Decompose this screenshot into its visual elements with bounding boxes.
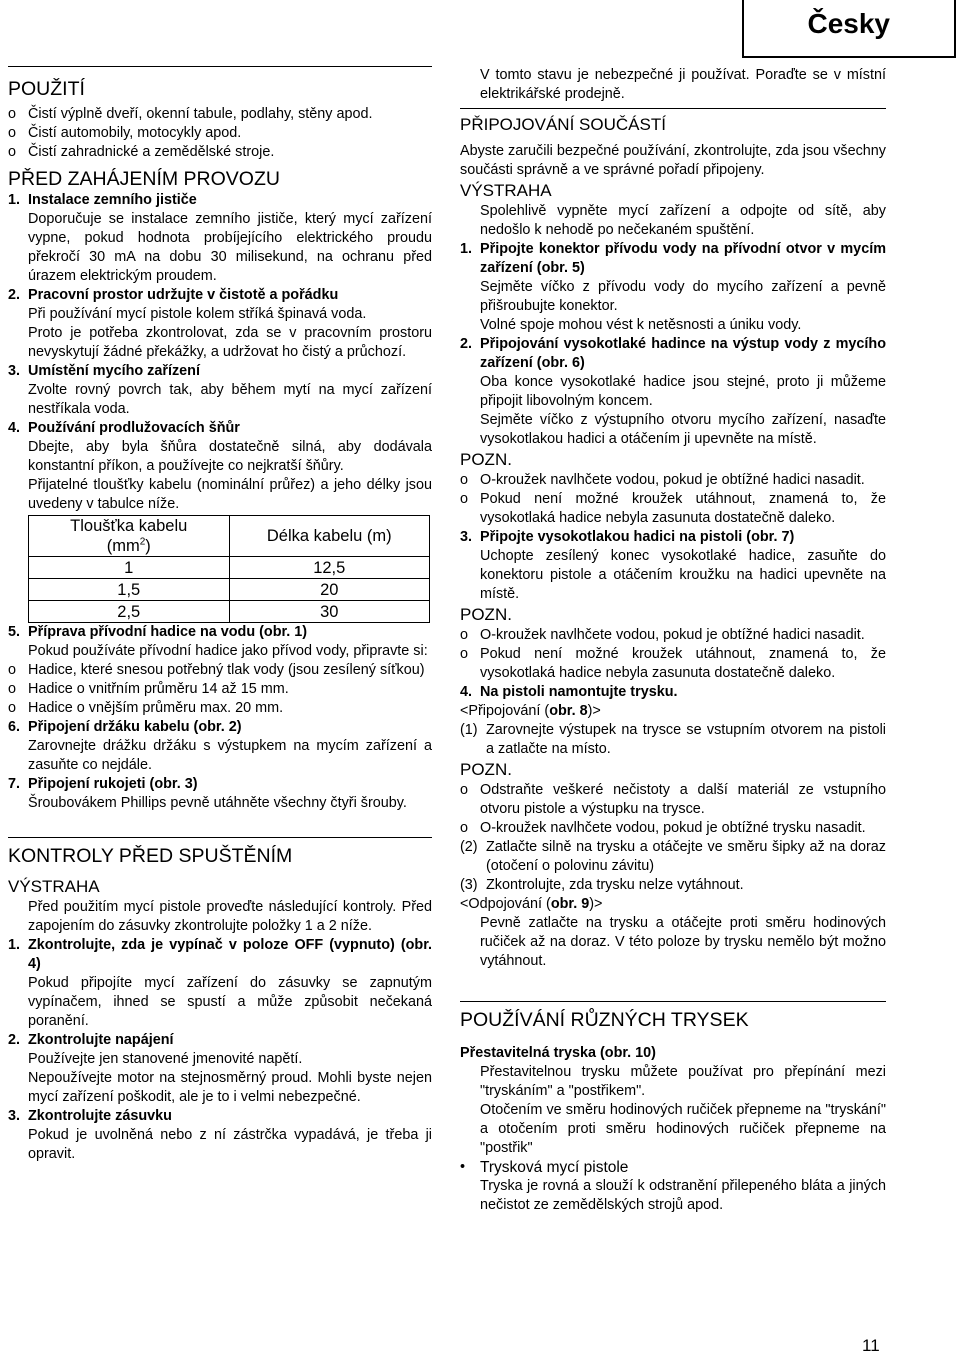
table-cell: 30	[229, 601, 430, 623]
cable-table	[28, 515, 430, 623]
list-item: o Odstraňte veškeré nečistoty a další materiál ze vstupního otvoru pistole a výstupku na trysce.	[460, 782, 886, 817]
circle-bullet-icon: o	[8, 700, 17, 716]
step-body: Uchopte zesílený konec vysokotlaké hadice, zasuňte do konektoru pistole a otáčením kroužku na hadici upevněte na místě.	[480, 548, 886, 602]
warning-body: Spolehlivě vypněte mycí zařízení a odpojte od sítě, aby nedošlo k nehodě po nečekaném spuštění.	[480, 203, 886, 238]
table-header-row	[29, 516, 430, 557]
note-label: POZN.	[460, 760, 512, 779]
language-label: Česky	[807, 8, 890, 39]
nozzle-body: Tryska je rovná a slouží k odstranění přilepeného bláta a jiných nečistot ze zemědělských strojů apod.	[480, 1178, 886, 1213]
bullet-item: • Trysková mycí pistole	[460, 1159, 629, 1176]
before-operation-title: PŘED ZAHÁJENÍM PROVOZU	[8, 168, 280, 190]
step-heading: 1. Instalace zemního jističe	[8, 192, 197, 208]
right-column	[460, 66, 886, 1215]
use-title: POUŽITÍ	[8, 78, 85, 100]
procedure-label: <Odpojování (obr. 9)>	[460, 896, 603, 912]
circle-bullet-icon: o	[460, 820, 469, 836]
nozzle-body: Přestavitelnou trysku můžete používat pro přepínání mezi "tryskáním" a "postřikem".	[480, 1064, 886, 1099]
step-heading: 4. Používání prodlužovacích šňůr	[8, 420, 240, 436]
list-item: o Hadice, které snesou potřebný tlak vody (jsou zesílený síťkou)	[8, 662, 425, 678]
table-cell: 12,5	[229, 557, 430, 579]
step-body: Sejměte víčko z výstupního otvoru mycího zařízení, nasaďte vysokotlakou hadici a otáčením ji upevněte na místě.	[480, 412, 886, 447]
step-body: Nepoužívejte motor na stejnosměrný proud. Mohli byste nejen mycí zařízení poškodit, ale je to i velmi nebezpečné.	[28, 1070, 432, 1105]
procedure-label: <Připojování (obr. 8)>	[460, 703, 601, 719]
list-item: o Čistí výplně dveří, okenní tabule, podlahy, stěny apod.	[8, 106, 373, 122]
procedure-step: (2) Zatlačte silně na trysku a otáčejte ve směru šipky až na doraz (otočení o polovinu závitu)	[460, 839, 886, 874]
circle-bullet-icon: o	[460, 782, 469, 798]
step-body: Pokud používáte přívodní hadice jako přívod vody, připravte si:	[28, 643, 428, 659]
table-row	[29, 601, 430, 623]
list-item: o O-kroužek navlhčete vodou, pokud je obtížné hadici nasadit.	[460, 627, 865, 643]
circle-bullet-icon: o	[8, 662, 17, 678]
step-heading: 3. Zkontrolujte zásuvku	[8, 1108, 172, 1124]
nozzle-heading: Přestavitelná tryska (obr. 10)	[460, 1045, 656, 1061]
step-heading: 5. Příprava přívodní hadice na vodu (obr. 1)	[8, 624, 308, 640]
step-body: Zarovnejte drážku držáku s výstupkem na mycím zařízení a zasuňte co nejdále.	[28, 738, 432, 773]
step-body: Dbejte, aby byla šňůra dostatečně silná, aby dodávala konstantní příkon, a používejte co nejkratší šňůry.	[28, 439, 432, 474]
step-body: Oba konce vysokotlaké hadice jsou stejné, proto ji můžeme připojit libovolným koncem.	[480, 374, 886, 409]
step-body: Volné spoje mohou vést k netěsnosti a úniku vody.	[480, 317, 802, 333]
step-heading: 1. Zkontrolujte, zda je vypínač v poloze OFF (vypnuto) (obr. 4)	[8, 937, 432, 972]
circle-bullet-icon: o	[8, 106, 17, 122]
step-heading: 3. Připojte vysokotlakou hadici na pistoli (obr. 7)	[460, 529, 795, 545]
connect-body: Abyste zaručili bezpečné používání, zkontrolujte, zda jsou všechny součásti správně a ve správné pořadí připojeny.	[460, 143, 886, 178]
procedure-step: (3) Zkontrolujte, zda trysku nelze vytáhnout.	[460, 877, 744, 893]
warning-label: VÝSTRAHA	[8, 877, 100, 896]
language-tab	[742, 0, 956, 58]
circle-bullet-icon: o	[460, 491, 469, 507]
note-label: POZN.	[460, 605, 512, 624]
step-heading: 4. Na pistoli namontujte trysku.	[460, 684, 678, 700]
warning-body: Před použitím mycí pistole proveďte následující kontroly. Před zapojením do zásuvky zkontrolujte položky 1 a 2 níže.	[28, 899, 432, 934]
step-body: Pokud připojíte mycí zařízení do zásuvky se zapnutým vypínačem, ihned se spustí a může způsobit nečekaná poranění.	[28, 975, 432, 1029]
step-body: Používejte jen stanovené jmenovité napětí.	[28, 1051, 303, 1067]
step-body: Při používání mycí pistole kolem stříká špinavá voda.	[28, 306, 367, 322]
list-item: o Hadice o vnitřním průměru 14 až 15 mm.	[8, 681, 289, 697]
intro-text: V tomto stavu je nebezpečné ji používat. Poraďte se v místní elektrikářské prodejně.	[480, 67, 886, 102]
nozzles-title: POUŽÍVÁNÍ RŮZNÝCH TRYSEK	[460, 1009, 749, 1031]
step-heading: 2. Pracovní prostor udržujte v čistotě a pořádku	[8, 287, 339, 303]
circle-bullet-icon: o	[460, 627, 469, 643]
step-heading: 3. Umístění mycího zařízení	[8, 363, 200, 379]
note-label: POZN.	[460, 450, 512, 469]
step-body: Pokud je uvolněná nebo z ní zástrčka vypadává, je třeba ji opravit.	[28, 1127, 432, 1162]
step-heading: 6. Připojení držáku kabelu (obr. 2)	[8, 719, 242, 735]
step-body: Zvolte rovný povrch tak, aby během mytí na mycí zařízení nestříkala voda.	[28, 382, 432, 417]
step-heading: 7. Připojení rukojeti (obr. 3)	[8, 776, 198, 792]
page-number: 11	[862, 1336, 880, 1355]
circle-bullet-icon: o	[8, 144, 17, 160]
list-item: o O-kroužek navlhčete vodou, pokud je obtížné trysku nasadit.	[460, 820, 866, 836]
table-header-length: Délka kabelu (m)	[229, 516, 430, 557]
connect-title: PŘIPOJOVÁNÍ SOUČÁSTÍ	[460, 115, 666, 134]
list-item: o Hadice o vnějším průměru max. 20 mm.	[8, 700, 284, 716]
circle-bullet-icon: o	[8, 681, 17, 697]
table-row	[29, 579, 430, 601]
list-item: o O-kroužek navlhčete vodou, pokud je obtížné hadici nasadit.	[460, 472, 865, 488]
step-body: Proto je potřeba zkontrolovat, zda se v pracovním prostoru nevyskytují žádné překážky, a udržovat ho čistý a průchozí.	[28, 325, 432, 360]
step-body: Přijatelné tloušťky kabelu (nominální průřez) a jeho délky jsou uvedeny v tabulce níže.	[28, 477, 432, 512]
table-cell: 1	[29, 557, 230, 579]
step-heading: 1. Připojte konektor přívodu vody na přívodní otvor v mycím zařízení (obr. 5)	[460, 241, 886, 276]
list-item: o Čistí automobily, motocykly apod.	[8, 125, 242, 141]
circle-bullet-icon: o	[8, 125, 17, 141]
step-body: Sejměte víčko z přívodu vody do mycího zařízení a pevně přišroubujte konektor.	[480, 279, 886, 314]
checks-title: KONTROLY PŘED SPUŠTĚNÍM	[8, 845, 293, 867]
procedure-step: (1) Zarovnejte výstupek na trysce se vstupním otvorem na pistoli a zatlačte na místo.	[460, 722, 886, 757]
step-body: Pevně zatlačte na trysku a otáčejte proti směru hodinových ručiček až na doraz. V této poloze by trysku nemělo být možno vytáhnout.	[480, 915, 886, 969]
list-item: o Čistí zahradnické a zemědělské stroje.	[8, 144, 275, 160]
table-cell: 2,5	[29, 601, 230, 623]
left-column	[8, 66, 432, 1164]
warning-label: VÝSTRAHA	[460, 181, 552, 200]
step-heading: 2. Zkontrolujte napájení	[8, 1032, 174, 1048]
circle-bullet-icon: o	[460, 646, 469, 662]
list-item: o Pokud není možné kroužek utáhnout, znamená to, že vysokotlaká hadice nebyla zasunuta dostatečně daleko.	[460, 491, 886, 526]
table-row	[29, 557, 430, 579]
step-body: Doporučuje se instalace zemního jističe, který mycí zařízení vypne, pokud hodnota probíjejícího elektrického proudu překročí 30 mA na dobu 30 milisekund, na ochranu před úrazem elektrickým proudem.	[28, 211, 432, 284]
step-body: Šroubovákem Phillips pevně utáhněte všechny čtyři šrouby.	[28, 795, 407, 811]
circle-bullet-icon: o	[460, 472, 469, 488]
list-item: o Pokud není možné kroužek utáhnout, znamená to, že vysokotlaká hadice nebyla zasunuta dostatečně daleko.	[460, 646, 886, 681]
table-cell: 1,5	[29, 579, 230, 601]
table-header-thickness: Tloušťka kabelu $(mm^2)$	[29, 516, 230, 557]
table-cell: 20	[229, 579, 430, 601]
bullet-dot-icon: •	[460, 1159, 466, 1175]
step-heading: 2. Připojování vysokotlaké hadince na výstup vody z mycího zařízení (obr. 6)	[460, 336, 886, 371]
nozzle-body: Otočením ve směru hodinových ručiček přepneme na "tryskání" a otočením proti směru hodinových ručiček přepneme na "postřik"	[480, 1102, 886, 1156]
